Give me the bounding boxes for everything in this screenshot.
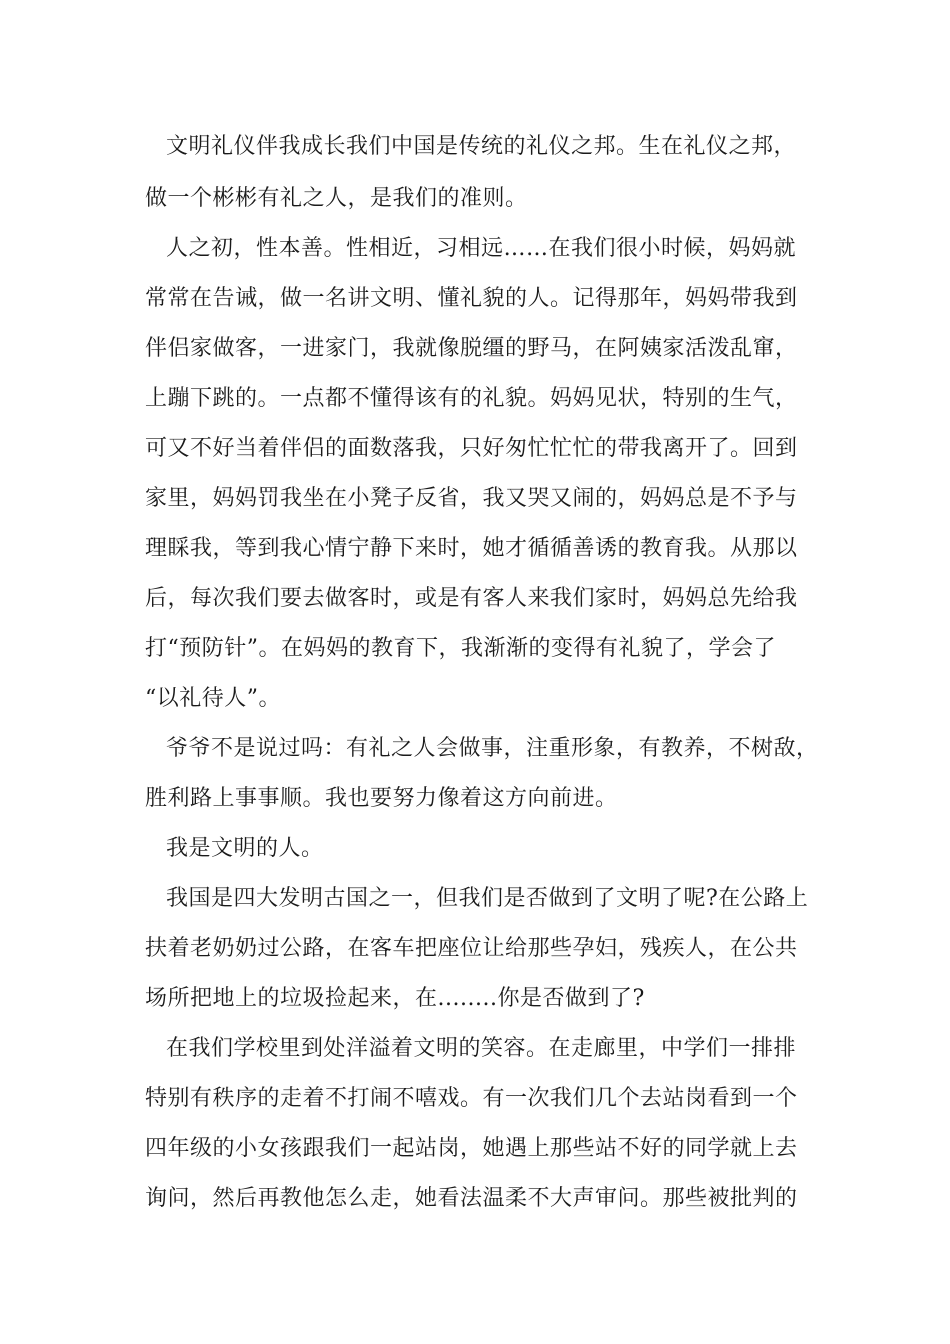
text-line-3: 人之初，性本善。性相近，习相远……在我们很小时候，妈妈就	[166, 236, 797, 261]
text-line-19: 在我们学校里到处洋溢着文明的笑容。在走廊里，中学们一排排	[166, 1036, 797, 1061]
text-line-14: 胜利路上事事顺。我也要努力像着这方向前进。	[145, 786, 618, 811]
text-line-4: 常常在告诫，做一名讲文明、懂礼貌的人。记得那年，妈妈带我到	[145, 286, 798, 311]
text-line-11: 打“预防针”。在妈妈的教育下，我渐渐的变得有礼貌了，学会了	[145, 636, 776, 661]
text-line-8: 家里，妈妈罚我坐在小凳子反省，我又哭又闹的，妈妈总是不予与	[145, 486, 798, 511]
text-line-17: 扶着老奶奶过公路，在客车把座位让给那些孕妇，残疾人，在公共	[145, 936, 798, 961]
text-line-1: 文明礼仪伴我成长我们中国是传统的礼仪之邦。生在礼仪之邦，	[166, 134, 797, 159]
text-line-6: 上蹦下跳的。一点都不懂得该有的礼貌。妈妈见状，特别的生气，	[145, 386, 798, 411]
text-line-9: 理睬我，等到我心情宁静下来时，她才循循善诱的教育我。从那以	[145, 536, 798, 561]
text-line-15: 我是文明的人。	[166, 836, 324, 861]
text-line-21: 四年级的小女孩跟我们一起站岗，她遇上那些站不好的同学就上去	[145, 1136, 798, 1161]
text-line-22: 询问，然后再教他怎么走，她看法温柔不大声审问。那些被批判的	[145, 1186, 798, 1211]
text-line-7: 可又不好当着伴侣的面数落我，只好匆忙忙忙的带我离开了。回到	[145, 436, 798, 461]
text-line-5: 伴侣家做客，一进家门，我就像脱缰的野马，在阿姨家活泼乱窜，	[145, 336, 798, 361]
text-line-20: 特别有秩序的走着不打闹不嘻戏。有一次我们几个去站岗看到一个	[145, 1086, 798, 1111]
text-line-18: 场所把地上的垃圾捡起来，在........你是否做到了?	[145, 986, 645, 1011]
text-line-13: 爷爷不是说过吗：有礼之人会做事，注重形象，有教养，不树敌，	[166, 736, 819, 761]
text-line-10: 后，每次我们要去做客时，或是有客人来我们家时，妈妈总先给我	[145, 586, 798, 611]
text-line-2: 做一个彬彬有礼之人，是我们的准则。	[145, 186, 528, 211]
text-line-12: “以礼待人”。	[145, 686, 281, 711]
text-line-16: 我国是四大发明古国之一，但我们是否做到了文明了呢?在公路上	[166, 886, 809, 911]
